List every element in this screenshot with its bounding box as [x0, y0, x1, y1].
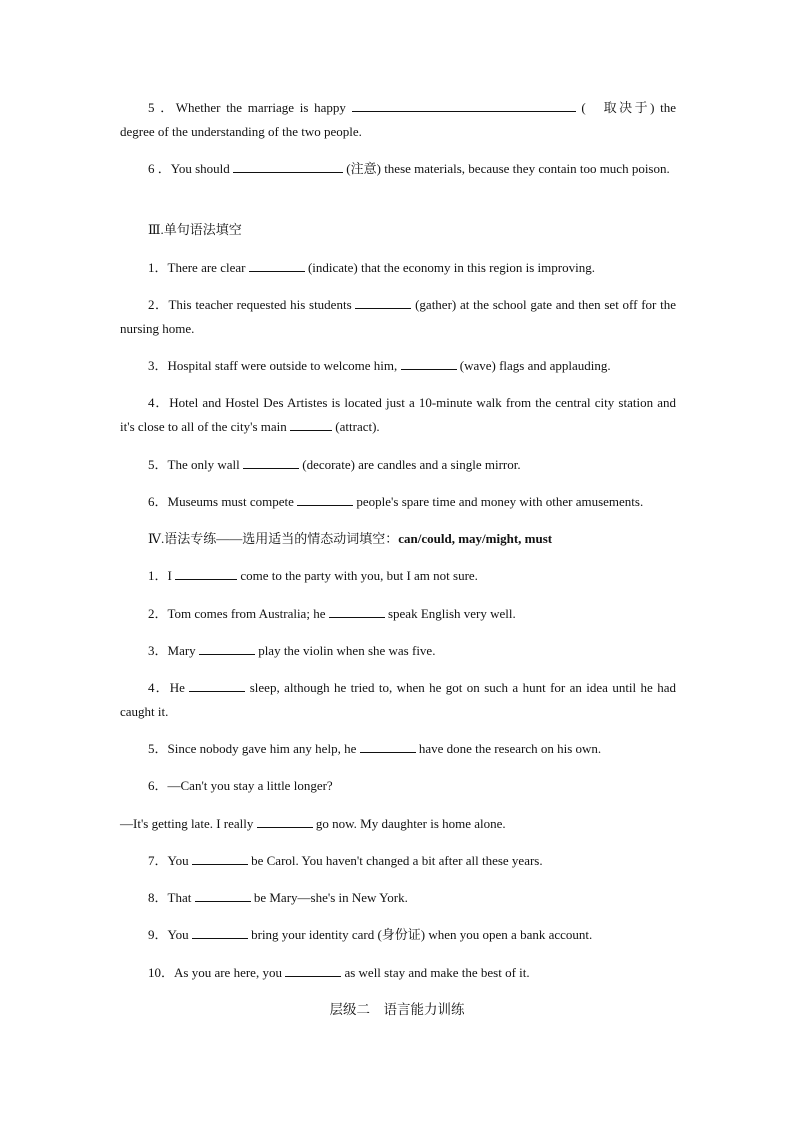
- item-text: You: [167, 927, 192, 942]
- exercise-item: [120, 490, 676, 514]
- item-number: 5．: [148, 741, 168, 756]
- item-text: come to the party with you, but I am not sure.: [237, 568, 478, 583]
- exercise-item: [120, 564, 676, 588]
- answer-blank[interactable]: [360, 739, 416, 753]
- item-text: There are clear: [167, 260, 249, 275]
- exercise-item: [120, 639, 676, 663]
- item-number: 8．: [148, 890, 168, 905]
- exercise-item: [120, 886, 676, 910]
- item-text: go now. My daughter is home alone.: [312, 816, 506, 831]
- answer-blank[interactable]: [249, 258, 305, 272]
- item-text: (attract).: [332, 419, 380, 434]
- item-number: 1．: [148, 260, 168, 275]
- item-text: (indicate) that the economy in this region is improving.: [304, 260, 595, 275]
- item-text: As you are here, you: [174, 965, 286, 980]
- item-text: He: [169, 680, 190, 695]
- item-text: be Mary—she's in New York.: [250, 890, 408, 905]
- section-heading: [148, 527, 552, 551]
- item-text: —It's getting late. I really: [120, 816, 257, 831]
- answer-blank[interactable]: [195, 888, 251, 902]
- answer-blank[interactable]: [329, 604, 385, 618]
- item-text: (wave) flags and applauding.: [456, 358, 611, 373]
- item-text: —Can't you stay a little longer?: [167, 778, 333, 793]
- item-number: 5 ．: [148, 100, 176, 115]
- exercise-item-reply: [120, 812, 676, 836]
- item-text: Mary: [167, 643, 199, 658]
- item-number: 2．: [148, 606, 168, 621]
- item-text: Museums must compete: [167, 494, 298, 509]
- item-text: Whether the marriage is happy: [175, 100, 352, 115]
- level-title: 层级二 语言能力训练: [329, 1002, 465, 1017]
- exercise-item: [120, 849, 676, 873]
- answer-blank[interactable]: [290, 417, 332, 431]
- answer-blank[interactable]: [189, 678, 245, 692]
- exercise-item: [120, 737, 676, 761]
- item-text: Hotel and Hostel Des Artistes is located just a 10-minute walk from the central city station and it's close to all of the city's main: [120, 395, 676, 434]
- answer-blank[interactable]: [352, 98, 576, 112]
- item-text: Hospital staff were outside to welcome him,: [167, 358, 401, 373]
- item-text: The only wall: [167, 457, 243, 472]
- answer-blank[interactable]: [355, 295, 411, 309]
- answer-blank[interactable]: [257, 814, 313, 828]
- item-number: 10．: [148, 965, 175, 980]
- exercise-item: [120, 961, 676, 985]
- item-text: (注意) these materials, because they contain too much poison.: [343, 161, 670, 176]
- exercise-item: [120, 453, 676, 477]
- item-text: (decorate) are candles and a single mirror.: [298, 457, 521, 472]
- item-number: 3．: [148, 358, 168, 373]
- answer-blank[interactable]: [199, 641, 255, 655]
- item-text: have done the research on his own.: [415, 741, 602, 756]
- exercise-item: [120, 354, 676, 378]
- item-text: Tom comes from Australia; he: [167, 606, 329, 621]
- item-text: That: [167, 890, 195, 905]
- heading-text: Ⅳ.语法专练——选用适当的情态动词填空：: [148, 531, 399, 546]
- section-heading: Ⅲ.单句语法填空: [148, 222, 242, 237]
- item-number: 4．: [148, 395, 170, 410]
- item-number: 6 ．: [148, 161, 171, 176]
- exercise-item: [120, 602, 676, 626]
- answer-blank[interactable]: [233, 159, 343, 173]
- item-number: 4．: [148, 680, 170, 695]
- item-number: 5．: [148, 457, 168, 472]
- exercise-item: [120, 774, 676, 798]
- answer-blank[interactable]: [192, 851, 248, 865]
- exercise-item: [120, 96, 676, 144]
- item-text: as well stay and make the best of it.: [341, 965, 530, 980]
- item-text: ( 取决于) the degree of the understanding of the two people.: [120, 100, 677, 139]
- exercise-item: [120, 676, 676, 724]
- item-number: 6．: [148, 494, 168, 509]
- item-text: sleep, although he tried to, when he got on such a hunt for an idea until he had caught it.: [120, 680, 676, 719]
- item-text: (gather) at the school gate and then set off for the nursing home.: [120, 297, 676, 336]
- answer-blank[interactable]: [285, 963, 341, 977]
- answer-blank[interactable]: [175, 566, 237, 580]
- item-number: 6．: [148, 778, 168, 793]
- exercise-item: [120, 293, 676, 341]
- item-text: people's spare time and money with other amusements.: [353, 494, 644, 509]
- answer-blank[interactable]: [297, 492, 353, 506]
- item-text: be Carol. You haven't changed a bit after all these years.: [247, 853, 543, 868]
- exercise-item: [120, 923, 676, 947]
- item-number: 9．: [148, 927, 168, 942]
- exercise-item: [120, 391, 676, 439]
- item-text: Since nobody gave him any help, he: [167, 741, 360, 756]
- answer-blank[interactable]: [401, 356, 457, 370]
- item-number: 3．: [148, 643, 168, 658]
- exercise-item: [120, 157, 676, 181]
- item-text: play the violin when she was five.: [254, 643, 436, 658]
- item-text: This teacher requested his students: [168, 297, 356, 312]
- item-number: 2．: [148, 297, 169, 312]
- item-text: You should: [170, 161, 234, 176]
- item-text: speak English very well.: [384, 606, 516, 621]
- item-text: I: [167, 568, 176, 583]
- answer-blank[interactable]: [243, 455, 299, 469]
- item-text: bring your identity card (身份证) when you open a bank account.: [247, 927, 593, 942]
- answer-blank[interactable]: [192, 925, 248, 939]
- item-text: You: [167, 853, 192, 868]
- item-number: 7．: [148, 853, 168, 868]
- exercise-item: [120, 256, 676, 280]
- item-number: 1．: [148, 568, 168, 583]
- heading-modals: can/could, may/might, must: [398, 531, 553, 546]
